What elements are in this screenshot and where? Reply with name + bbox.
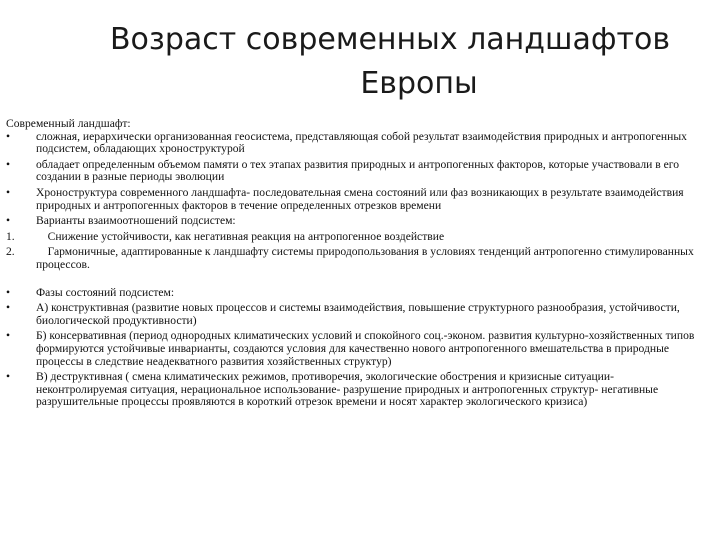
list-item [5, 302, 703, 327]
list-item-text: Фазы состояний подсистем: [36, 285, 175, 299]
list-item [5, 187, 703, 212]
section-heading: Современный ландшафт: [6, 117, 131, 130]
list-item-text: сложная, иерархически организованная геосистема, представляющая собой результат взаимодействия природных и антропогенных подсистем, обладающих хроноструктурой [36, 129, 687, 156]
list-item [5, 159, 703, 184]
numbered-item [5, 246, 703, 271]
list-marker: • [6, 129, 11, 143]
list-item-text: Варианты взаимоотношений подсистем: [36, 214, 236, 228]
page-title-line-2: Европы [360, 66, 478, 101]
list-item-text: обладает определенным объемом памяти о тех этапах развития природных и антропогенных факторов, которые участвовали в его создании в разные периоды эволюции [36, 157, 680, 184]
list-marker: • [6, 301, 11, 315]
list-item-text: А) конструктивная (развитие новых процессов и системы взаимодействия, повышение структурного разнообразия, устойчивости, биологической продуктивности) [36, 301, 680, 327]
list-marker: • [6, 185, 11, 199]
number-marker: 1. [6, 229, 15, 243]
list-marker: • [6, 285, 11, 299]
list-marker: • [6, 157, 11, 171]
list-primary [5, 131, 703, 272]
list-item [5, 131, 703, 156]
list-item-text: Хроноструктура современного ландшафта- последовательная смена состояний или фаз возникающих в результате взаимодействия природных и антропогенных факторов в течение определенных отрезков времени [36, 185, 684, 212]
list-secondary [5, 287, 703, 409]
list-item-text: В) деструктивная ( смена климатических режимов, противоречия, экологические обострения и кризисные ситуации- неконтролируемая ситуация, нерациональное использование- разрушение природных и антропогенных структур- негативные разрушительные процессы проявляются в короткий отрезок времени и носят характер экологического кризиса) [36, 370, 659, 409]
list-marker: • [6, 370, 11, 384]
page-title [0, 18, 720, 106]
list-item-text: Б) консервативная (период однородных климатических условий и спокойного соц.-эконом. развития культурно-хозяйственных типов формируются устойчивые инварианты, создаются условия для качественно нового антропогенного вмешательства в природные процессы в следствие неадекватного развития хозяйственных структур) [36, 329, 695, 368]
list-item [5, 215, 703, 228]
list-item [5, 371, 703, 409]
list-marker: • [6, 214, 11, 228]
numbered-item [5, 231, 703, 244]
list-item [5, 287, 703, 300]
number-marker: 2. [6, 245, 15, 259]
slide-body [5, 118, 703, 412]
list-item [5, 330, 703, 368]
list-item-text: Гармоничные, адаптированные к ландшафту системы природопользования в условиях тенденций антропогенно стимулированных процессов. [36, 245, 697, 271]
spacer [5, 275, 703, 287]
list-item-text: Снижение устойчивости, как негативная реакция на антропогенное воздействие [36, 229, 445, 243]
page-title-line-1: Возраст современных ландшафтов [109, 22, 671, 57]
list-marker: • [6, 329, 11, 343]
